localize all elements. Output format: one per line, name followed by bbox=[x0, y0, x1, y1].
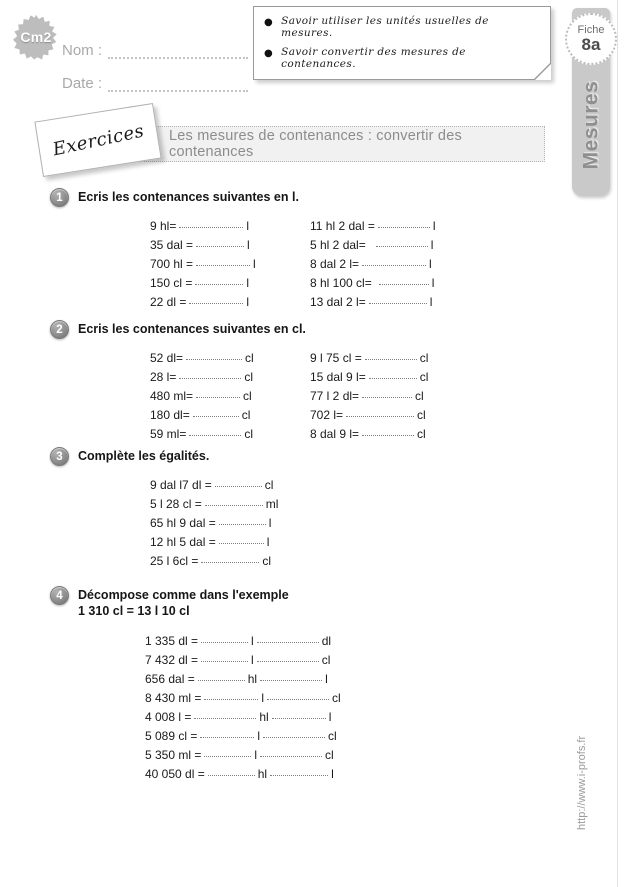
item-operand: 702 l= bbox=[310, 408, 344, 422]
exercise-example: 1 310 cl = 13 l 10 cl bbox=[78, 603, 190, 618]
item-unit: l bbox=[429, 257, 432, 271]
exercise-block bbox=[50, 188, 436, 317]
exercices-tab-label: Exercices bbox=[50, 120, 146, 160]
item-operand: 5 l 28 cl = bbox=[150, 497, 202, 511]
item-unit-mid: l bbox=[251, 652, 254, 667]
exercise-item bbox=[150, 387, 254, 406]
item-unit-mid: hl bbox=[257, 766, 268, 781]
answer-blank[interactable] bbox=[362, 265, 426, 266]
exercise-column bbox=[310, 349, 428, 444]
answer-blank[interactable] bbox=[379, 284, 429, 285]
exercise-item bbox=[310, 274, 436, 293]
item-operand: 8 dal 9 l= bbox=[310, 427, 360, 441]
objective-item bbox=[264, 46, 540, 70]
exercise-item bbox=[145, 746, 341, 765]
exercise-heading bbox=[50, 447, 209, 466]
item-operand: 28 l= bbox=[150, 370, 177, 384]
item-unit: cl bbox=[325, 747, 334, 762]
item-unit: l bbox=[432, 219, 436, 233]
exercise-item bbox=[310, 293, 436, 312]
answer-blank[interactable] bbox=[193, 416, 239, 417]
item-operand: 40 050 dl = bbox=[145, 766, 205, 781]
item-operand: 4 008 l = bbox=[145, 709, 192, 724]
answer-blank[interactable] bbox=[215, 486, 262, 487]
answer-blank[interactable] bbox=[257, 661, 319, 662]
exercise-items bbox=[50, 476, 279, 576]
exercise-instruction: Décompose comme dans l'exemple bbox=[78, 588, 289, 602]
exercise-block bbox=[50, 586, 341, 792]
exercise-items bbox=[50, 632, 341, 792]
exercise-number-badge: 4 bbox=[50, 586, 69, 605]
item-operand: 65 hl 9 dal = bbox=[150, 516, 216, 530]
answer-blank[interactable] bbox=[219, 543, 264, 544]
answer-blank[interactable] bbox=[365, 359, 417, 360]
item-unit: l bbox=[247, 238, 250, 252]
objective-text: Savoir convertir des mesures de contenances. bbox=[281, 46, 466, 70]
exercise-instruction: Complète les égalités. bbox=[78, 449, 210, 463]
item-unit: cl bbox=[264, 478, 274, 492]
answer-blank[interactable] bbox=[204, 756, 251, 757]
site-url bbox=[560, 690, 588, 840]
worksheet-title-band bbox=[140, 126, 545, 162]
item-unit: cl bbox=[244, 427, 254, 441]
answer-blank[interactable] bbox=[369, 303, 427, 304]
item-operand: 7 432 dl = bbox=[145, 652, 199, 667]
objective-text: Savoir utiliser les unités usuelles de mesures. bbox=[281, 15, 489, 39]
exercise-item bbox=[150, 425, 254, 444]
answer-blank[interactable] bbox=[189, 435, 241, 436]
answer-blank[interactable] bbox=[196, 246, 244, 247]
item-unit: l bbox=[431, 276, 435, 290]
exercise-item bbox=[310, 217, 436, 236]
exercise-heading bbox=[50, 586, 289, 618]
answer-blank[interactable] bbox=[201, 562, 259, 563]
item-unit: cl bbox=[419, 370, 429, 384]
item-unit-mid: l bbox=[257, 728, 261, 743]
date-write-line[interactable] bbox=[108, 79, 248, 92]
answer-blank[interactable] bbox=[189, 303, 243, 304]
answer-blank[interactable] bbox=[362, 435, 414, 436]
item-unit: cl bbox=[328, 728, 337, 743]
item-unit: cl bbox=[321, 652, 331, 667]
exercise-item bbox=[310, 368, 428, 387]
item-unit: l bbox=[246, 219, 250, 233]
answer-blank[interactable] bbox=[270, 775, 328, 776]
item-operand: 8 430 ml = bbox=[145, 690, 202, 705]
fiche-number: 8a bbox=[581, 35, 601, 55]
answer-blank[interactable] bbox=[196, 397, 240, 398]
item-operand: 77 l 2 dl= bbox=[310, 389, 360, 403]
page-edge-rule bbox=[617, 0, 618, 887]
level-badge bbox=[13, 14, 59, 60]
answer-blank[interactable] bbox=[260, 756, 322, 757]
exercise-items bbox=[50, 349, 429, 449]
item-operand: 9 hl= bbox=[150, 219, 177, 233]
exercise-item bbox=[150, 349, 254, 368]
item-operand: 15 dal 9 l= bbox=[310, 370, 366, 384]
bullet-icon: ● bbox=[264, 17, 274, 28]
page-title: Les mesures de contenances : convertir des contenances bbox=[169, 128, 462, 160]
answer-blank[interactable] bbox=[194, 718, 256, 719]
item-unit: cl bbox=[415, 389, 424, 403]
answer-blank[interactable] bbox=[263, 737, 325, 738]
exercise-column bbox=[150, 476, 278, 571]
item-unit: l bbox=[253, 257, 256, 271]
item-unit-mid: l bbox=[261, 690, 265, 705]
answer-blank[interactable] bbox=[369, 378, 417, 379]
fiche-word: Fiche bbox=[577, 24, 605, 37]
item-unit: cl bbox=[417, 427, 426, 441]
answer-blank[interactable] bbox=[208, 775, 255, 776]
item-operand: 5 089 cl = bbox=[145, 728, 198, 743]
exercices-tab-card bbox=[34, 103, 161, 177]
item-operand: 700 hl = bbox=[150, 257, 194, 271]
item-unit: cl bbox=[243, 389, 252, 403]
item-operand: 25 l 6cl = bbox=[150, 554, 199, 568]
exercise-instruction-group bbox=[78, 586, 289, 618]
exercise-heading bbox=[50, 320, 306, 339]
item-unit-mid: l bbox=[251, 633, 254, 648]
answer-blank[interactable] bbox=[196, 265, 250, 266]
item-operand: 11 hl 2 dal = bbox=[310, 219, 375, 233]
item-operand: 9 dal l7 dl = bbox=[150, 478, 212, 492]
exercise-item bbox=[310, 236, 436, 255]
name-label: Nom : bbox=[62, 42, 103, 59]
date-field-row bbox=[62, 75, 248, 92]
answer-blank[interactable] bbox=[376, 246, 428, 247]
exercise-item bbox=[150, 514, 278, 533]
exercise-column bbox=[310, 217, 436, 312]
answer-blank[interactable] bbox=[186, 359, 242, 360]
item-unit: l bbox=[430, 238, 434, 252]
item-unit: cl bbox=[244, 370, 254, 384]
item-operand: 5 350 ml = bbox=[145, 747, 202, 762]
exercise-item bbox=[150, 293, 256, 312]
exercise-item bbox=[145, 765, 341, 784]
item-unit: cl bbox=[332, 690, 341, 705]
item-unit: l bbox=[429, 295, 433, 309]
site-url-text: http://www.i-profs.fr bbox=[576, 735, 588, 830]
name-write-line[interactable] bbox=[108, 46, 248, 59]
answer-blank[interactable] bbox=[267, 699, 329, 700]
exercise-instruction: Ecris les contenances suivantes en l. bbox=[78, 190, 299, 204]
item-operand: 52 dl= bbox=[150, 351, 184, 365]
exercise-item bbox=[150, 495, 278, 514]
exercise-item bbox=[310, 255, 436, 274]
exercise-item bbox=[150, 217, 256, 236]
exercise-column bbox=[145, 632, 341, 784]
answer-blank[interactable] bbox=[179, 378, 241, 379]
item-unit: l bbox=[246, 295, 250, 309]
exercise-item bbox=[145, 632, 341, 651]
item-operand: 656 dal = bbox=[145, 671, 195, 686]
exercise-item bbox=[150, 368, 254, 387]
exercise-item bbox=[310, 349, 428, 368]
item-unit: l bbox=[266, 535, 270, 549]
item-operand: 22 dl = bbox=[150, 295, 187, 309]
exercise-item bbox=[145, 670, 341, 689]
exercise-column bbox=[150, 349, 254, 444]
item-operand: 35 dal = bbox=[150, 238, 194, 252]
exercise-heading bbox=[50, 188, 299, 207]
answer-blank[interactable] bbox=[346, 416, 414, 417]
exercise-item bbox=[150, 476, 278, 495]
answer-blank[interactable] bbox=[257, 642, 319, 643]
item-unit-mid: l bbox=[254, 747, 258, 762]
exercise-block bbox=[50, 320, 429, 449]
answer-blank[interactable] bbox=[272, 718, 326, 719]
answer-blank[interactable] bbox=[219, 524, 266, 525]
fiche-badge bbox=[565, 13, 617, 65]
item-unit: l bbox=[246, 276, 250, 290]
item-operand: 5 hl 2 dal= bbox=[310, 238, 366, 252]
exercise-item bbox=[150, 406, 254, 425]
date-label: Date : bbox=[62, 75, 103, 92]
answer-blank[interactable] bbox=[200, 737, 254, 738]
exercise-number-badge: 1 bbox=[50, 188, 69, 207]
exercise-item bbox=[150, 255, 256, 274]
objective-item bbox=[264, 15, 540, 39]
answer-blank[interactable] bbox=[201, 642, 248, 643]
item-unit-mid: hl bbox=[259, 709, 269, 724]
exercise-items bbox=[50, 217, 436, 317]
item-unit: l bbox=[331, 766, 334, 781]
exercise-item bbox=[145, 651, 341, 670]
item-operand: 8 hl 100 cl= bbox=[310, 276, 372, 290]
exercise-item bbox=[310, 425, 428, 444]
item-operand: 180 dl= bbox=[150, 408, 190, 422]
item-unit: cl bbox=[262, 554, 272, 568]
exercise-number-badge: 2 bbox=[50, 320, 69, 339]
item-unit: cl bbox=[241, 408, 251, 422]
item-unit: cl bbox=[417, 408, 426, 422]
answer-blank[interactable] bbox=[205, 505, 263, 506]
answer-blank[interactable] bbox=[204, 699, 258, 700]
answer-blank[interactable] bbox=[179, 227, 243, 228]
name-field-row bbox=[62, 42, 248, 59]
item-operand: 1 335 dl = bbox=[145, 633, 199, 648]
answer-blank[interactable] bbox=[378, 227, 430, 228]
subject-label bbox=[572, 60, 610, 190]
bullet-icon: ● bbox=[264, 48, 274, 59]
item-operand: 8 dal 2 l= bbox=[310, 257, 360, 271]
item-operand: 9 l 75 cl = bbox=[310, 351, 362, 365]
answer-blank[interactable] bbox=[201, 661, 248, 662]
exercise-item bbox=[145, 727, 341, 746]
item-operand: 150 cl = bbox=[150, 276, 193, 290]
exercise-number-badge: 3 bbox=[50, 447, 69, 466]
level-badge-text: Cm2 bbox=[20, 29, 52, 45]
answer-blank[interactable] bbox=[362, 397, 412, 398]
item-unit: l bbox=[325, 671, 328, 686]
item-unit: cl bbox=[419, 351, 429, 365]
exercise-item bbox=[150, 552, 278, 571]
folded-corner-shape bbox=[535, 64, 551, 80]
item-unit-mid: hl bbox=[247, 671, 258, 686]
exercise-block bbox=[50, 447, 279, 576]
item-unit: l bbox=[268, 516, 272, 530]
item-operand: 480 ml= bbox=[150, 389, 194, 403]
item-operand: 13 dal 2 l= bbox=[310, 295, 366, 309]
exercise-item bbox=[150, 236, 256, 255]
exercise-item bbox=[150, 274, 256, 293]
exercise-item bbox=[150, 533, 278, 552]
item-unit: ml bbox=[265, 497, 279, 511]
subject-label-text: Mesures bbox=[579, 80, 602, 170]
answer-blank[interactable] bbox=[198, 680, 245, 681]
exercise-column bbox=[150, 217, 256, 312]
item-operand: 12 hl 5 dal = bbox=[150, 535, 216, 549]
item-unit: l bbox=[328, 709, 332, 724]
item-unit: cl bbox=[245, 351, 254, 365]
exercise-instruction: Ecris les contenances suivantes en cl. bbox=[78, 322, 306, 336]
item-unit: dl bbox=[321, 633, 332, 648]
objectives-note bbox=[253, 6, 551, 80]
exercise-item bbox=[145, 689, 341, 708]
exercise-item bbox=[310, 406, 428, 425]
item-operand: 59 ml= bbox=[150, 427, 187, 441]
answer-blank[interactable] bbox=[260, 680, 322, 681]
exercise-item bbox=[145, 708, 341, 727]
exercise-item bbox=[310, 387, 428, 406]
answer-blank[interactable] bbox=[195, 284, 243, 285]
